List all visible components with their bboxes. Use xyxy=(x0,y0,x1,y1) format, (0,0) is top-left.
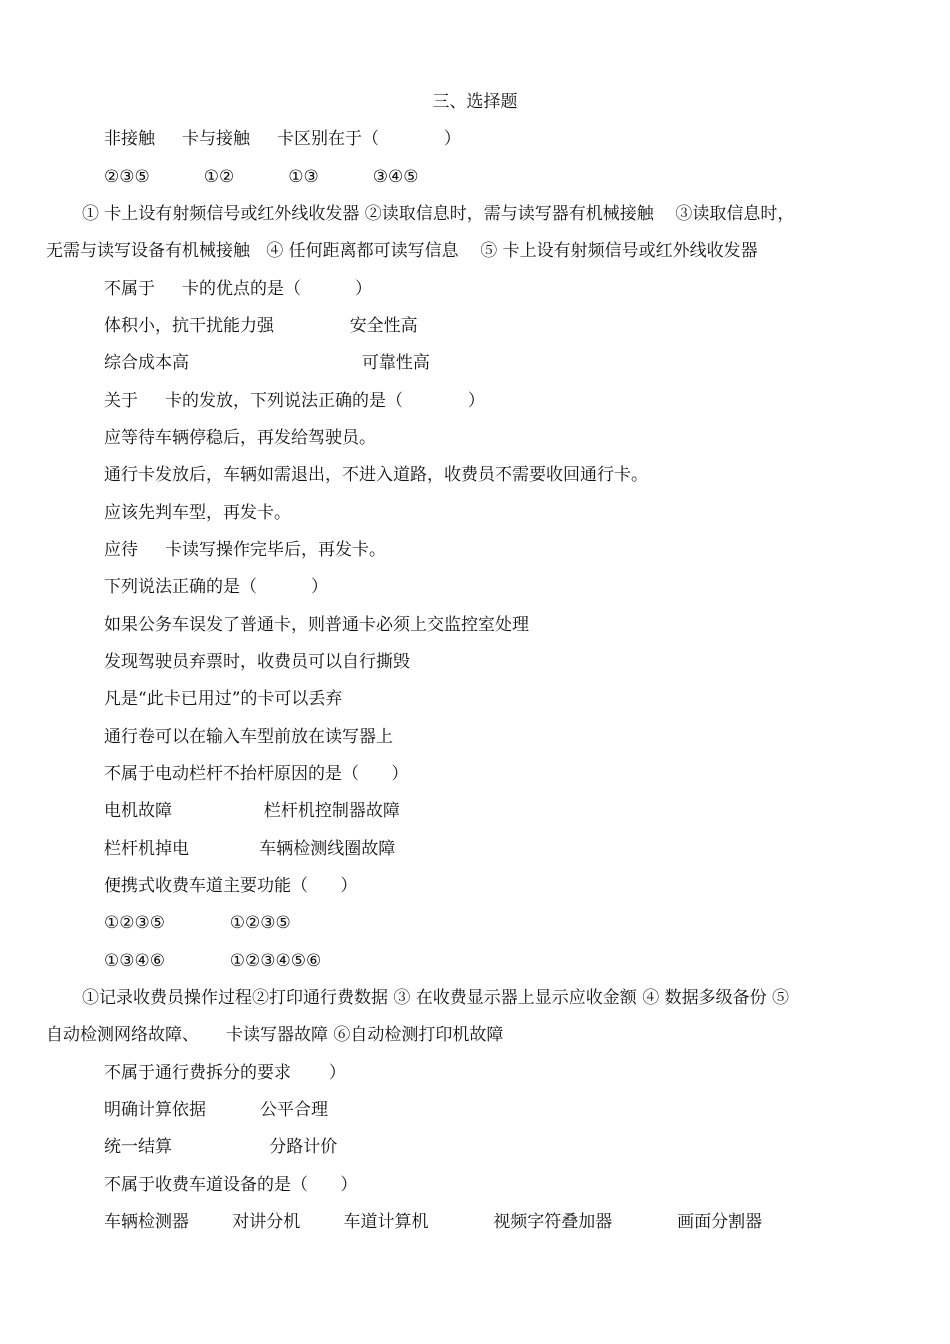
question-1-options: ②③⑤ ①② ①③ ③④⑤ xyxy=(104,167,419,187)
question-4-option-d: 通行卷可以在输入车型前放在读写器上 xyxy=(104,727,393,747)
question-8-stem: 不属于收费车道设备的是（ ） xyxy=(104,1175,358,1195)
question-3-option-b: 通行卡发放后，车辆如需退出，不进入道路，收费员不需要收回通行卡。 xyxy=(104,465,648,485)
question-2-options-row-2: 综合成本高 可靠性高 xyxy=(104,353,430,373)
question-6-options-row-1: ①②③⑤ ①②③⑤ xyxy=(104,913,291,933)
question-6-note-line-2: 自动检测网络故障、 卡读写器故障 ⑥自动检测打印机故障 xyxy=(46,1025,504,1045)
question-2-options-row-1: 体积小，抗干扰能力强 安全性高 xyxy=(104,316,418,336)
question-1-note-line-1: ① 卡上设有射频信号或红外线收发器 ②读取信息时，需与读写器有机械接触 ③读取信息时， xyxy=(82,204,795,224)
question-4-option-a: 如果公务车误发了普通卡，则普通卡必须上交监控室处理 xyxy=(104,615,529,635)
question-5-options-row-1: 电机故障 栏杆机控制器故障 xyxy=(104,801,400,821)
question-5-options-row-2: 栏杆机掉电 车辆检测线圈故障 xyxy=(104,839,396,859)
question-7-options-row-1: 明确计算依据 公平合理 xyxy=(104,1100,329,1120)
question-6-options-row-2: ①③④⑥ ①②③④⑤⑥ xyxy=(104,951,322,971)
question-6-stem: 便携式收费车道主要功能（ ） xyxy=(104,876,358,896)
question-8-options: 车辆检测器 对讲分机 车道计算机 视频字符叠加器 画面分割器 xyxy=(104,1212,763,1232)
question-7-stem: 不属于通行费拆分的要求 ） xyxy=(104,1063,346,1083)
question-3-option-c: 应该先判车型，再发卡。 xyxy=(104,503,291,523)
question-7-options-row-2: 统一结算 分路计价 xyxy=(104,1137,338,1157)
section-title: 三、选择题 xyxy=(432,92,518,112)
question-4-option-b: 发现驾驶员弃票时，收费员可以自行撕毁 xyxy=(104,652,410,672)
question-2-stem: 不属于 卡的优点的是（ ） xyxy=(104,279,373,299)
question-3-option-d: 应待 卡读写操作完毕后，再发卡。 xyxy=(104,540,387,560)
question-6-note-line-1: ①记录收费员操作过程②打印通行费数据 ③ 在收费显示器上显示应收金额 ④ 数据多级备份 ⑤ xyxy=(82,988,790,1008)
question-1-stem: 非接触 卡与接触 卡区别在于（ ） xyxy=(104,129,461,149)
question-5-stem: 不属于电动栏杆不抬杆原因的是（ ） xyxy=(104,764,409,784)
question-3-stem: 关于 卡的发放，下列说法正确的是（ ） xyxy=(104,391,485,411)
question-4-stem: 下列说法正确的是（ ） xyxy=(104,577,329,597)
question-4-option-c: 凡是“此卡已用过”的卡可以丢弃 xyxy=(104,689,343,709)
question-3-option-a: 应等待车辆停稳后，再发给驾驶员。 xyxy=(104,428,376,448)
question-1-note-line-2: 无需与读写设备有机械接触 ④ 任何距离都可读写信息 ⑤ 卡上设有射频信号或红外线收发器 xyxy=(46,241,758,261)
